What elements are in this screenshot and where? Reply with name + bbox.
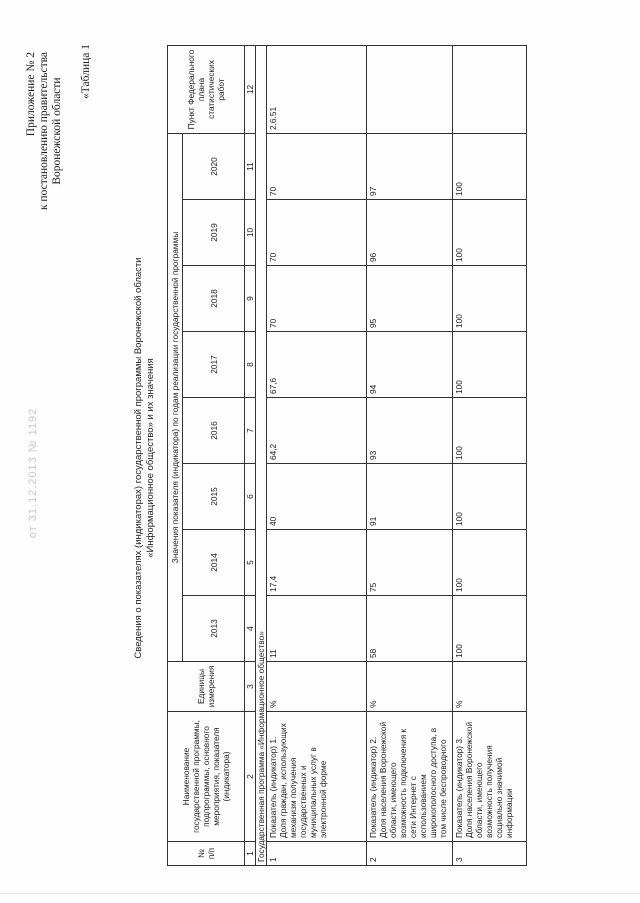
row-plan: 2.6.51: [267, 46, 367, 134]
row-value: 100: [453, 266, 527, 332]
col-number: 3: [245, 662, 256, 712]
year-header: 2017: [183, 332, 245, 398]
row-value: 70: [267, 134, 367, 200]
decree-stamp: от 31.12.2013 № 1192: [27, 407, 39, 539]
scan-edge-line: [0, 893, 640, 894]
row-name: Показатель (индикатор) 3. Доля населения Воронежской области, имеющего возможность получения социально значимой информации: [453, 712, 527, 842]
year-header: 2016: [183, 398, 245, 464]
header-unit: Единицы измерения: [168, 662, 245, 712]
appendix-header: [25, 52, 64, 210]
col-number: 5: [245, 530, 256, 596]
row-value: 64,2: [267, 398, 367, 464]
header-num: № п/п: [168, 842, 245, 866]
row-value: 96: [367, 200, 453, 266]
row-name: Показатель (индикатор) 1. Доля граждан, использующих механизм получения государственных и муниципальных услуг в электронной форме: [267, 712, 367, 842]
row-value: 17,4: [267, 530, 367, 596]
table-row: [267, 46, 367, 866]
year-header: 2013: [183, 596, 245, 662]
header-name: Наименование государственной программы, подпрограммы, основного мероприятия, показателя (индикатора): [168, 712, 245, 842]
row-value: 100: [453, 464, 527, 530]
row-name: Показатель (индикатор) 2. Доля населения Воронежской области, имеющего возможность подключения к сети Интернет с использованием широкополосного доступа, в том числе беспроводного: [367, 712, 453, 842]
col-number: 10: [245, 200, 256, 266]
row-value: 94: [367, 332, 453, 398]
row-value: 100: [453, 398, 527, 464]
row-value: 95: [367, 266, 453, 332]
indicators-table: [167, 45, 527, 866]
row-num: 3: [453, 842, 527, 866]
appendix-region: Воронежской области: [51, 77, 63, 185]
col-number: 4: [245, 596, 256, 662]
table-label: «Таблица 1: [80, 44, 92, 99]
row-value: 100: [453, 134, 527, 200]
year-header: 2014: [183, 530, 245, 596]
row-value: 58: [367, 596, 453, 662]
appendix-decree-ref: к постановлению правительства: [38, 52, 50, 211]
row-value: 91: [367, 464, 453, 530]
appendix-number: Приложение № 2: [25, 52, 37, 137]
row-unit: %: [367, 662, 453, 712]
title-line-2: «Информационное общество» и их значения: [145, 358, 156, 558]
year-header: 2018: [183, 266, 245, 332]
row-value: 67,6: [267, 332, 367, 398]
document-title: [133, 178, 157, 738]
row-value: 70: [267, 200, 367, 266]
column-numbers-row: [245, 46, 256, 866]
col-number: 9: [245, 266, 256, 332]
section-row: [256, 46, 267, 866]
row-value: 100: [453, 530, 527, 596]
header-values-group: Значения показателя (индикатора) по годам реализации государственной программы: [168, 134, 183, 662]
row-num: 1: [267, 842, 367, 866]
col-number: 8: [245, 332, 256, 398]
row-plan: [367, 46, 453, 134]
col-number: 11: [245, 134, 256, 200]
row-value: 97: [367, 134, 453, 200]
col-number: 6: [245, 464, 256, 530]
row-value: 100: [453, 200, 527, 266]
header-plan: Пункт Федерального плана статистических работ: [168, 46, 245, 134]
row-value: 40: [267, 464, 367, 530]
row-unit: %: [453, 662, 527, 712]
row-plan: [453, 46, 527, 134]
row-value: 93: [367, 398, 453, 464]
col-number: 1: [245, 842, 256, 866]
year-header: 2019: [183, 200, 245, 266]
year-header: 2020: [183, 134, 245, 200]
row-num: 2: [367, 842, 453, 866]
row-value: 70: [267, 266, 367, 332]
table-row: [367, 46, 453, 866]
row-value: 100: [453, 332, 527, 398]
rotated-document: [17, 28, 602, 888]
row-value: 11: [267, 596, 367, 662]
title-line-1: Сведения о показателях (индикаторах) государственной программы Воронежской области: [133, 257, 144, 659]
row-value: 100: [453, 596, 527, 662]
year-header: 2015: [183, 464, 245, 530]
table-row: [453, 46, 527, 866]
row-value: 75: [367, 530, 453, 596]
col-number: 12: [245, 46, 256, 134]
row-unit: %: [267, 662, 367, 712]
col-number: 2: [245, 712, 256, 842]
section-title: Государственная программа «Информационное общество»: [256, 46, 267, 866]
col-number: 7: [245, 398, 256, 464]
header-row: [168, 46, 183, 866]
